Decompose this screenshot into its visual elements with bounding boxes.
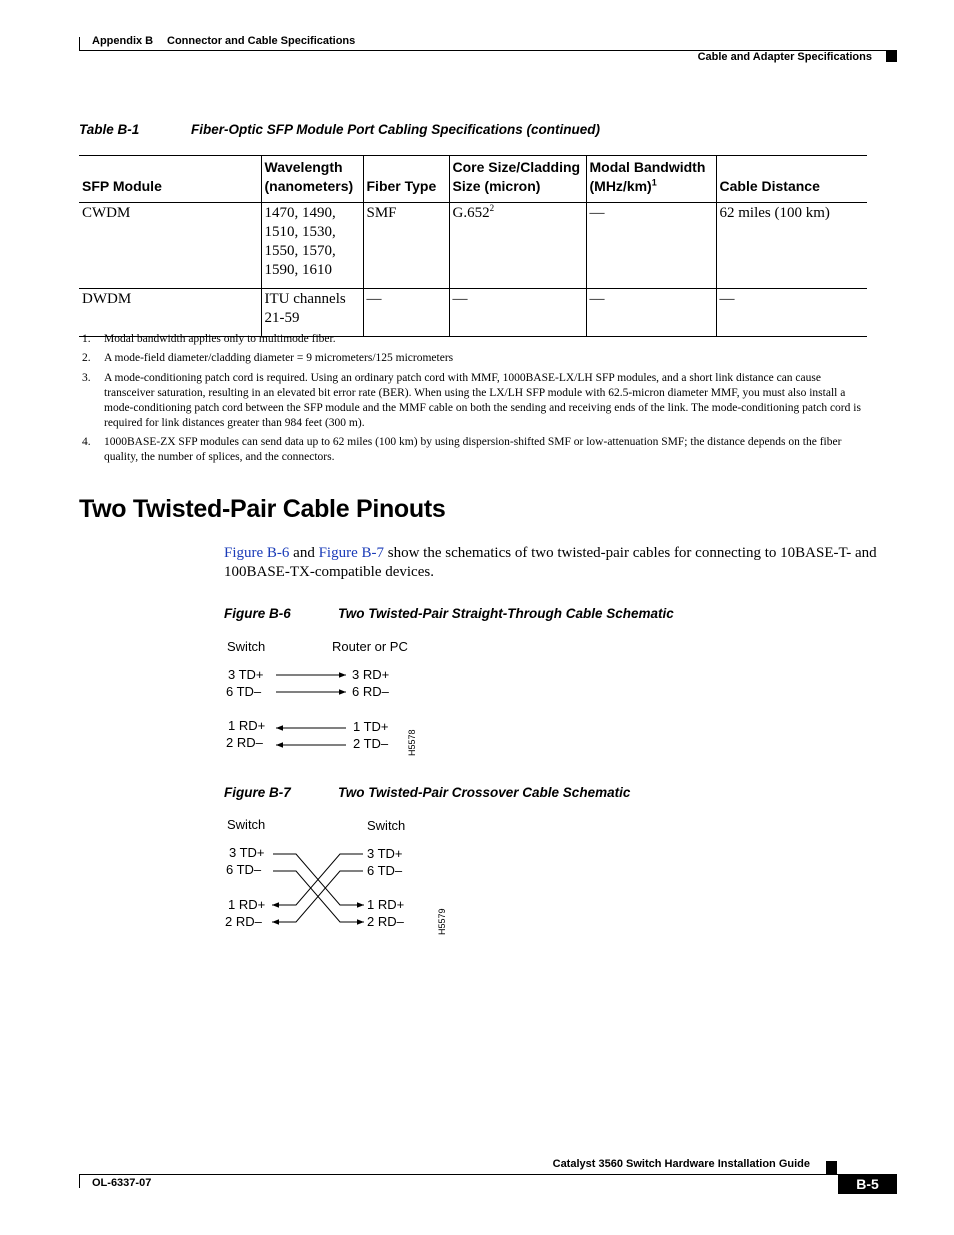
section-body: Figure B-6 and Figure B-7 show the schematics of two twisted-pair cables for connecting to 10BASE-T- and 100BASE-TX-compatible devices.	[224, 545, 877, 580]
fig6-right-label: Router or PC	[332, 639, 408, 654]
header-section: Cable and Adapter Specifications	[697, 51, 872, 63]
cell-core: —	[449, 289, 586, 337]
col-header-module: SFP Module	[79, 156, 261, 203]
header-left-bar	[79, 37, 80, 51]
footnote: 1. Modal bandwidth applies only to multimode fiber.	[82, 333, 336, 345]
fig7-left-label: Switch	[227, 817, 266, 832]
header-appendix: Appendix B	[92, 35, 154, 47]
fig6-left-pin: 1 RD+	[228, 718, 266, 733]
fig7-left-pin: 1 RD+	[228, 897, 266, 912]
cell-distance: 62 miles (100 km)	[716, 203, 867, 289]
cell-modal: —	[586, 203, 716, 289]
figure-b6-link[interactable]: Figure B-6	[224, 545, 290, 561]
fig6-right-pin: 2 TD–	[353, 736, 389, 751]
cell-module: DWDM	[79, 289, 261, 337]
footnote: 4. 1000BASE-ZX SFP modules can send data up to 62 miles (100 km) by using dispersion-shifted SMF or low-attenuation SMF; the distance depends on the fiber quality, the number of splices, and the connectors.	[82, 436, 842, 463]
fig7-left-pin: 2 RD–	[225, 914, 262, 929]
fig6-right-pin: 1 TD+	[353, 719, 389, 734]
fig6-left-label: Switch	[227, 639, 266, 654]
fig7-right-pin: 6 TD–	[367, 863, 403, 878]
fig7-left-pin: 3 TD+	[229, 845, 265, 860]
table-caption-number: Table B-1	[79, 122, 140, 137]
fig6-left-pin: 3 TD+	[228, 667, 264, 682]
fig7-right-label: Switch	[367, 818, 406, 833]
table-header-row	[79, 156, 867, 203]
footer-doc-number: OL-6337-07	[92, 1177, 152, 1189]
footer-guide-title: Catalyst 3560 Switch Hardware Installation Guide	[552, 1158, 810, 1170]
col-header-fiber: Fiber Type	[363, 156, 449, 203]
cell-distance: —	[716, 289, 867, 337]
footer-block	[826, 1161, 837, 1174]
figure-b7-number: Figure B-7	[224, 785, 291, 800]
fig6-left-pin: 2 RD–	[226, 735, 263, 750]
col-header-modal: Modal Bandwidth $(MHz/km)^1$	[586, 156, 716, 203]
cell-fiber: —	[363, 289, 449, 337]
cell-wavelength: ITU channels 21-59	[261, 289, 363, 337]
cell-core: G.652$^2$	[449, 203, 586, 289]
col-header-core: Core Size/Cladding Size (micron)	[449, 156, 586, 203]
table-row	[79, 203, 867, 289]
header-chapter: Connector and Cable Specifications	[167, 35, 356, 47]
fig7-right-pin: 2 RD–	[367, 914, 404, 929]
fig6-id: H5578	[407, 729, 417, 756]
cell-wavelength: 1470, 1490, 1510, 1530, 1550, 1570, 1590, 1610	[261, 203, 363, 289]
table-row	[79, 289, 867, 337]
fig6-left-pin: 6 TD–	[226, 684, 262, 699]
table-caption-title: Fiber-Optic SFP Module Port Cabling Specifications (continued)	[191, 122, 601, 137]
figure-b7-title: Two Twisted-Pair Crossover Cable Schematic	[338, 785, 631, 800]
cell-modal: —	[586, 289, 716, 337]
footnote: 2. A mode-field diameter/cladding diameter = 9 micrometers/125 micrometers	[82, 352, 454, 364]
fig7-wiring	[268, 845, 368, 935]
figure-b6-title: Two Twisted-Pair Straight-Through Cable Schematic	[338, 606, 674, 621]
footnote: 3. A mode-conditioning patch cord is required. Using an ordinary patch cord with MMF, 1000BASE-LX/LH SFP modules, and a short link distance can cause transceiver saturation, resulting in an elevated bit error rate (BER). When using the LX/LH SFP module with 62.5-micron diameter MMF, you must also install a mode-conditioning patch cord between the SFP module and the MMF cable on both the sending and receiving ends of the link. The mode-conditioning patch cord is required for link distances greater than 984 feet (300 m).	[82, 372, 861, 429]
footnote-ref: 2	[489, 203, 495, 213]
footer-left-bar	[79, 1174, 80, 1188]
fig6-wiring	[270, 665, 355, 755]
figure-b6-number: Figure B-6	[224, 606, 291, 621]
footer-rule	[79, 1174, 897, 1175]
footnote-ref: 1	[651, 177, 657, 188]
page-number-box	[838, 1174, 897, 1194]
fig6-right-pin: 6 RD–	[352, 684, 389, 699]
cell-module: CWDM	[79, 203, 261, 289]
fig7-right-pin: 1 RD+	[367, 897, 405, 912]
fig7-left-pin: 6 TD–	[226, 862, 262, 877]
figure-b7-link[interactable]: Figure B-7	[318, 545, 385, 561]
page-number: B-5	[856, 1176, 879, 1192]
fig7-right-pin: 3 TD+	[367, 846, 403, 861]
fig6-right-pin: 3 RD+	[352, 667, 390, 682]
fig7-id: H5579	[437, 908, 447, 935]
header-block	[886, 50, 897, 62]
spec-table	[79, 155, 867, 337]
cell-fiber: SMF	[363, 203, 449, 289]
section-title: Two Twisted-Pair Cable Pinouts	[79, 495, 446, 523]
col-header-wavelength: Wavelength (nanometers)	[261, 156, 363, 203]
col-header-distance: Cable Distance	[716, 156, 867, 203]
